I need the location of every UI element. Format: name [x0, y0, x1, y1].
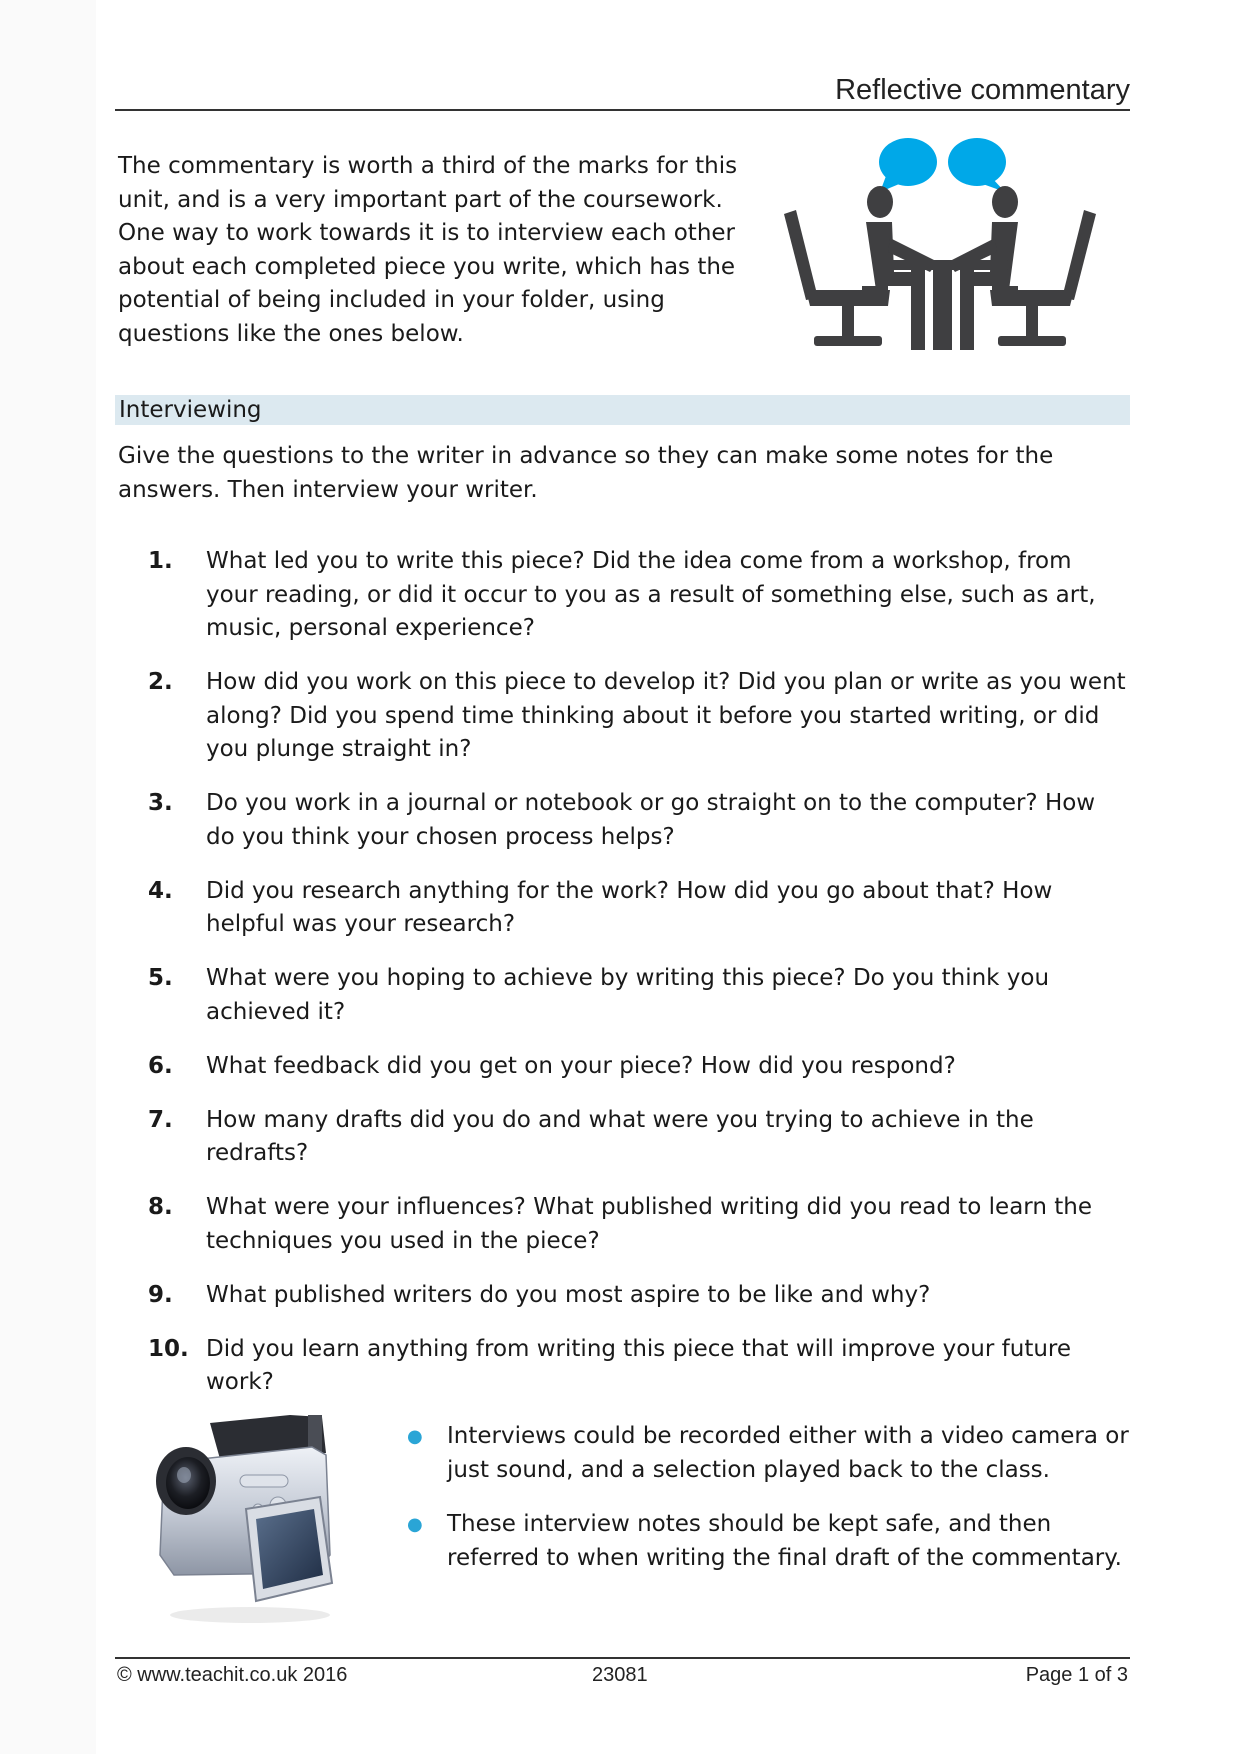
- footer-copyright: © www.teachit.co.uk 2016: [117, 1664, 348, 1686]
- question-number: 7.: [148, 1106, 173, 1133]
- question-text: Did you learn anything from writing this piece that will improve your future work?: [206, 1335, 1072, 1395]
- question-number: 10.: [148, 1335, 189, 1362]
- note-item: [405, 1420, 1130, 1487]
- note-text: These interview notes should be kept safe, and then referred to when writing the final draft of the commentary.: [447, 1511, 1122, 1571]
- question-number: 9.: [148, 1281, 173, 1308]
- question-number: 2.: [148, 669, 173, 695]
- question-item: [118, 875, 1130, 942]
- question-number: 3.: [148, 790, 173, 816]
- question-text: How many drafts did you do and what were you trying to achieve in the redrafts?: [206, 1106, 1034, 1166]
- question-number: 8.: [148, 1194, 173, 1220]
- question-text: What feedback did you get on your piece? How did you respond?: [206, 1052, 956, 1079]
- footer-rule: [115, 1657, 1130, 1659]
- question-text: What were your influences? What published writing did you read to learn the techniques you used in the piece?: [206, 1194, 1092, 1254]
- question-text: What were you hoping to achieve by writing this piece? Do you think you achieved it?: [206, 965, 1050, 1025]
- footer-page-number: Page 1 of 3: [1025, 1664, 1128, 1686]
- question-item: [118, 962, 1130, 1029]
- question-item: [118, 1191, 1130, 1258]
- instructions-paragraph: Give the questions to the writer in advance so they can make some notes for the answers. Then interview your writer.: [118, 443, 1054, 503]
- question-item: [118, 666, 1130, 767]
- question-text: Do you work in a journal or notebook or go straight on to the computer? How do you think your chosen process helps?: [206, 790, 1096, 850]
- video-camera-icon: [150, 1405, 375, 1630]
- question-item: [118, 545, 1130, 646]
- page-margin: [0, 0, 96, 1754]
- question-number: 6.: [148, 1052, 173, 1079]
- section-title: Interviewing: [119, 397, 262, 423]
- question-text: How did you work on this piece to develop it? Did you plan or write as you went along? Did you spend time thinking about it before you started writing, or did you plunge straight in?: [206, 669, 1126, 762]
- question-list: [118, 545, 1130, 1420]
- question-item: [118, 1104, 1130, 1171]
- footer-resource-code: 23081: [592, 1664, 648, 1686]
- note-text: Interviews could be recorded either with a video camera or just sound, and a selection played back to the class.: [447, 1423, 1129, 1483]
- question-text: What led you to write this piece? Did the idea come from a workshop, from your reading, or did it occur to you as a result of something else, such as art, music, personal experience?: [206, 548, 1096, 641]
- intro-paragraph: The commentary is worth a third of the marks for this unit, and is a very important part of the coursework. One way to work towards it is to interview each other about each completed piece you write, which has the potential of being included in your folder, using questions like the ones below.: [118, 153, 738, 347]
- question-item: [118, 1050, 1130, 1084]
- question-number: 4.: [148, 877, 173, 904]
- question-item: [118, 1279, 1130, 1313]
- header-rule: [115, 109, 1130, 111]
- bullet-icon: ●: [407, 1426, 423, 1447]
- question-number: 1.: [148, 548, 173, 574]
- question-item: [118, 1333, 1130, 1400]
- interview-people-icon: [780, 130, 1100, 370]
- note-item: [405, 1508, 1130, 1575]
- page-header-title: Reflective commentary: [835, 74, 1130, 106]
- bullet-icon: ●: [407, 1514, 423, 1535]
- question-text: Did you research anything for the work? How did you go about that? How helpful was your research?: [206, 877, 1053, 937]
- question-text: What published writers do you most aspire to be like and why?: [206, 1281, 931, 1308]
- notes-list: [405, 1420, 1130, 1596]
- question-number: 5.: [148, 965, 173, 991]
- question-item: [118, 787, 1130, 854]
- section-header-bar: [115, 395, 1130, 425]
